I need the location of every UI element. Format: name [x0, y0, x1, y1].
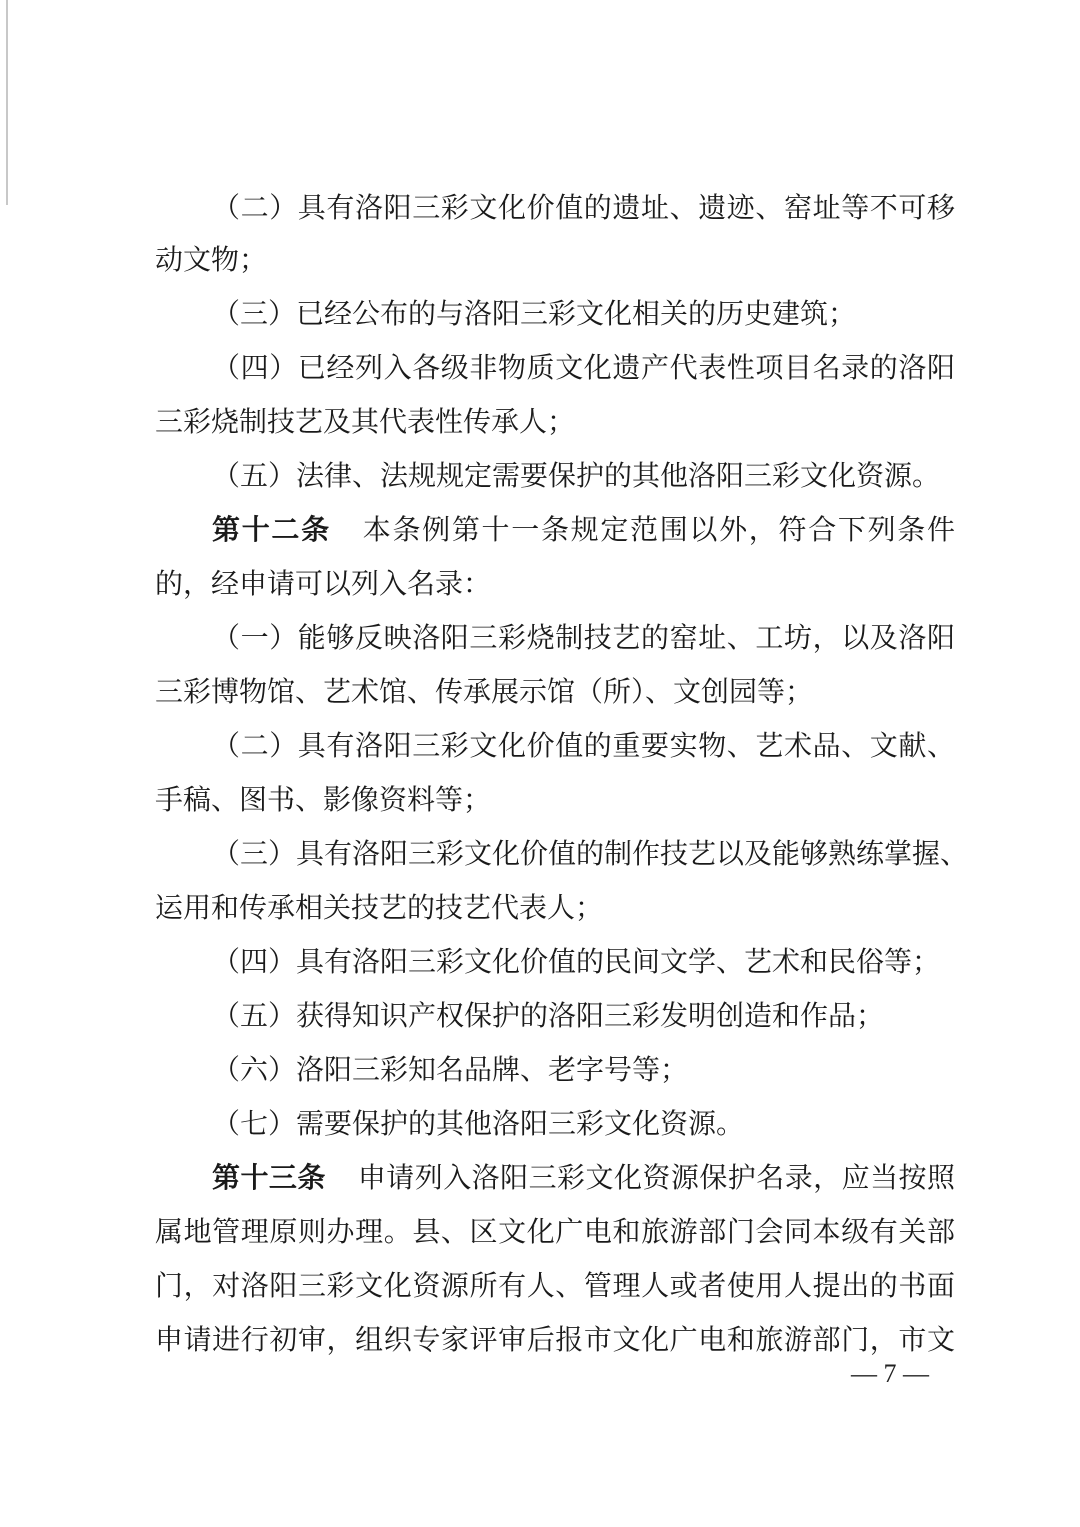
- text-line: 运用和传承相关技艺的技艺代表人；: [155, 891, 604, 924]
- text-line: （七）需要保护的其他洛阳三彩文化资源。: [212, 1107, 745, 1140]
- text-line: 的，经申请可以列入名录：: [155, 567, 492, 600]
- page-number: — 7 —: [851, 1359, 929, 1388]
- text-line: （二）具有洛阳三彩文化价值的遗址、遗迹、窑址等不可移: [212, 191, 955, 224]
- text-line: （一）能够反映洛阳三彩烧制技艺的窑址、工坊，以及洛阳: [212, 621, 955, 654]
- text-line: 三彩烧制技艺及其代表性传承人；: [155, 405, 576, 438]
- article-heading: 第十二条: [212, 513, 331, 546]
- text-line: （五）法律、法规规定需要保护的其他洛阳三彩文化资源。: [212, 459, 941, 492]
- article-13-first-line: [212, 1158, 955, 1198]
- text-line: （四）已经列入各级非物质文化遗产代表性项目名录的洛阳: [212, 351, 955, 384]
- text-line: （三）具有洛阳三彩文化价值的制作技艺以及能够熟练掌握、: [212, 837, 969, 870]
- text-line: 申请进行初审，组织专家评审后报市文化广电和旅游部门，市文: [155, 1323, 955, 1356]
- article-12-first-line: [212, 510, 955, 550]
- article-heading: 第十三条: [212, 1161, 326, 1194]
- text-line: 动文物；: [155, 243, 268, 276]
- scan-edge-mark: [6, 0, 8, 205]
- text-line: 三彩博物馆、艺术馆、传承展示馆（所）、文创园等；: [155, 675, 814, 708]
- text-line: 属地管理原则办理。县、区文化广电和旅游部门会同本级有关部: [155, 1215, 955, 1248]
- text-line: （四）具有洛阳三彩文化价值的民间文学、艺术和民俗等；: [212, 945, 941, 978]
- article-text: 申请列入洛阳三彩文化资源保护名录，应当按照: [357, 1161, 955, 1194]
- text-line: （六）洛阳三彩知名品牌、老字号等；: [212, 1053, 689, 1086]
- text-line: 门，对洛阳三彩文化资源所有人、管理人或者使用人提出的书面: [155, 1269, 955, 1302]
- text-line: 手稿、图书、影像资料等；: [155, 783, 492, 816]
- text-line: （三）已经公布的与洛阳三彩文化相关的历史建筑；: [212, 297, 857, 330]
- text-line: （五）获得知识产权保护的洛阳三彩发明创造和作品；: [212, 999, 885, 1032]
- text-line: （二）具有洛阳三彩文化价值的重要实物、艺术品、文献、: [212, 729, 955, 762]
- article-text: 本条例第十一条规定范围以外，符合下列条件: [362, 513, 955, 546]
